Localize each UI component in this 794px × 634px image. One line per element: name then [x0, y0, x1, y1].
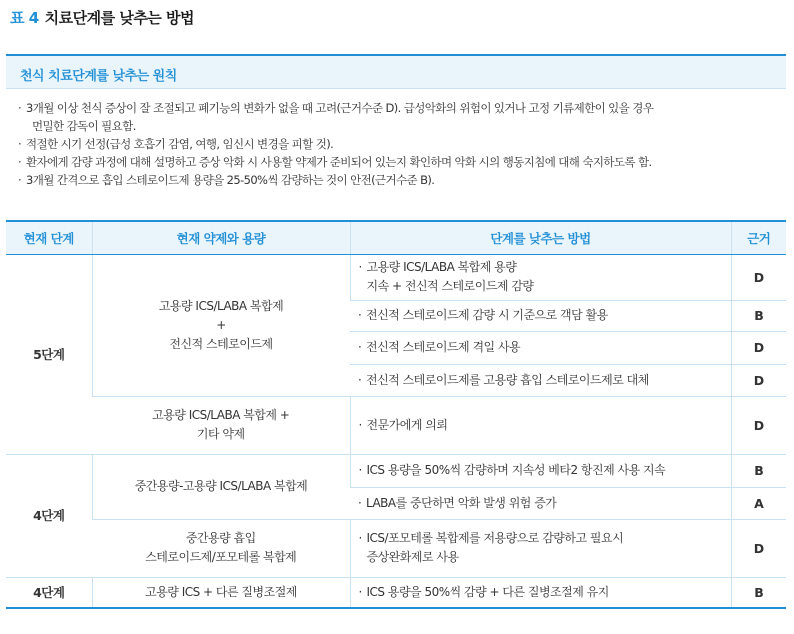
method-cell	[350, 300, 731, 331]
evidence-grade: D	[731, 396, 786, 454]
drug-line: 스테로이드제/포모테롤 복합제	[145, 550, 297, 564]
method-bullet	[359, 529, 731, 567]
method-line: · ICS/포모테롤 복합제를 저용량으로 감량하고 필요시	[366, 531, 624, 545]
drug-cell	[92, 577, 350, 608]
method-cell	[350, 254, 731, 300]
principle-item-continuation: 먼밀한 감독이 필요함.	[32, 119, 136, 133]
principles-header: 천식 치료단계를 낮추는 원칙	[6, 56, 786, 89]
method-line: · 전신적 스테로이드제 감량 시 기준으로 객담 활용	[366, 308, 608, 322]
table-row	[6, 454, 786, 487]
method-cell	[350, 454, 731, 487]
table-row	[6, 396, 786, 454]
method-cell	[350, 577, 731, 608]
principle-item: · 적절한 시기 선정(급성 호흡기 감염, 여행, 임신시 변경을 피할 것).	[18, 135, 780, 153]
drug-line: 중간용량 흡입	[185, 531, 256, 545]
method-line: · ICS 용량을 50%씩 감량하며 지속성 베타2 항진제 사용 지속	[366, 463, 666, 477]
method-cell	[350, 519, 731, 577]
method-bullet	[358, 371, 731, 390]
drug-cell	[92, 454, 350, 519]
method-bullet	[359, 583, 731, 602]
evidence-grade: D	[731, 254, 786, 300]
table-title: 치료단계를 낮추는 방법	[44, 9, 195, 27]
principle-item: · 3개월 이상 천식 증상이 잘 조절되고 폐기능의 변화가 없을 때 고려(근거수준 D). 급성악화의 위험이 있거나 고정 기류제한이 있을 경우	[18, 99, 780, 117]
principle-item: · 3개월 간격으로 흡입 스테로이드제 용량을 25-50%씩 감량하는 것이 안전(근거수준 B).	[18, 171, 780, 189]
header-step-down-method: 단계를 낮추는 방법	[350, 221, 731, 254]
evidence-grade: D	[731, 364, 786, 396]
method-bullet	[359, 258, 731, 296]
principles-box	[6, 54, 786, 212]
evidence-grade: A	[731, 487, 786, 519]
header-evidence: 근거	[731, 221, 786, 254]
page-title	[10, 7, 194, 28]
drug-cell	[92, 396, 350, 454]
drug-line: 전신적 스테로이드제	[169, 336, 273, 351]
principle-item: · 환자에게 감량 과정에 대해 설명하고 증상 악화 시 사용할 약제가 준비되어 있는지 확인하며 악화 시의 행동지침에 대해 숙지하도록 함.	[18, 153, 780, 171]
method-cell	[350, 487, 731, 519]
evidence-grade: B	[731, 577, 786, 608]
table-row	[6, 577, 786, 608]
method-bullet	[359, 461, 731, 480]
table-label: 표 4	[10, 9, 39, 27]
table-header-row	[6, 221, 786, 254]
stage-cell: 4단계	[6, 454, 92, 577]
stage-cell: 5단계	[6, 254, 92, 454]
evidence-grade: D	[731, 331, 786, 364]
principles-list	[6, 89, 786, 189]
step-down-table	[6, 220, 786, 609]
drug-cell	[92, 254, 350, 396]
drug-line: 중간용량-고용량 ICS/LABA 복합제	[134, 479, 308, 493]
evidence-grade: B	[731, 454, 786, 487]
table-row	[6, 254, 786, 300]
method-line: · 고용량 ICS/LABA 복합제 용량	[366, 260, 517, 274]
method-bullet	[358, 494, 731, 513]
method-line: · ICS 용량을 50%씩 감량 + 다른 질병조절제 유지	[366, 584, 609, 599]
method-cell	[350, 331, 731, 364]
evidence-grade: B	[731, 300, 786, 331]
method-line: · LABA를 중단하면 악화 발생 위험 증가	[366, 495, 557, 510]
header-current-drug: 현재 약제와 용량	[92, 221, 350, 254]
drug-cell	[92, 519, 350, 577]
method-bullet	[359, 416, 731, 435]
drug-line: 고용량 ICS/LABA 복합제 +	[152, 408, 290, 422]
table-row	[6, 519, 786, 577]
stage-cell: 4단계	[6, 577, 92, 608]
drug-line: 고용량 ICS + 다른 질병조절제	[145, 584, 297, 599]
evidence-grade: D	[731, 519, 786, 577]
drug-line: 고용량 ICS/LABA 복합제	[158, 298, 284, 313]
method-line: · 전문가에게 의뢰	[366, 417, 448, 432]
drug-line: 기타 약제	[196, 427, 245, 441]
method-cell	[350, 396, 731, 454]
method-line: 증상완화제로 사용	[366, 550, 459, 564]
drug-line: +	[216, 317, 226, 332]
method-line: · 전신적 스테로이드제 격일 사용	[366, 340, 521, 354]
header-current-stage: 현재 단계	[6, 221, 92, 254]
method-bullet	[358, 306, 731, 325]
method-bullet	[358, 338, 731, 357]
method-line: · 전신적 스테로이드제를 고용량 흡입 스테로이드제로 대체	[366, 372, 649, 387]
method-line: 지속 + 전신적 스테로이드제 감량	[366, 279, 534, 293]
method-cell	[350, 364, 731, 396]
